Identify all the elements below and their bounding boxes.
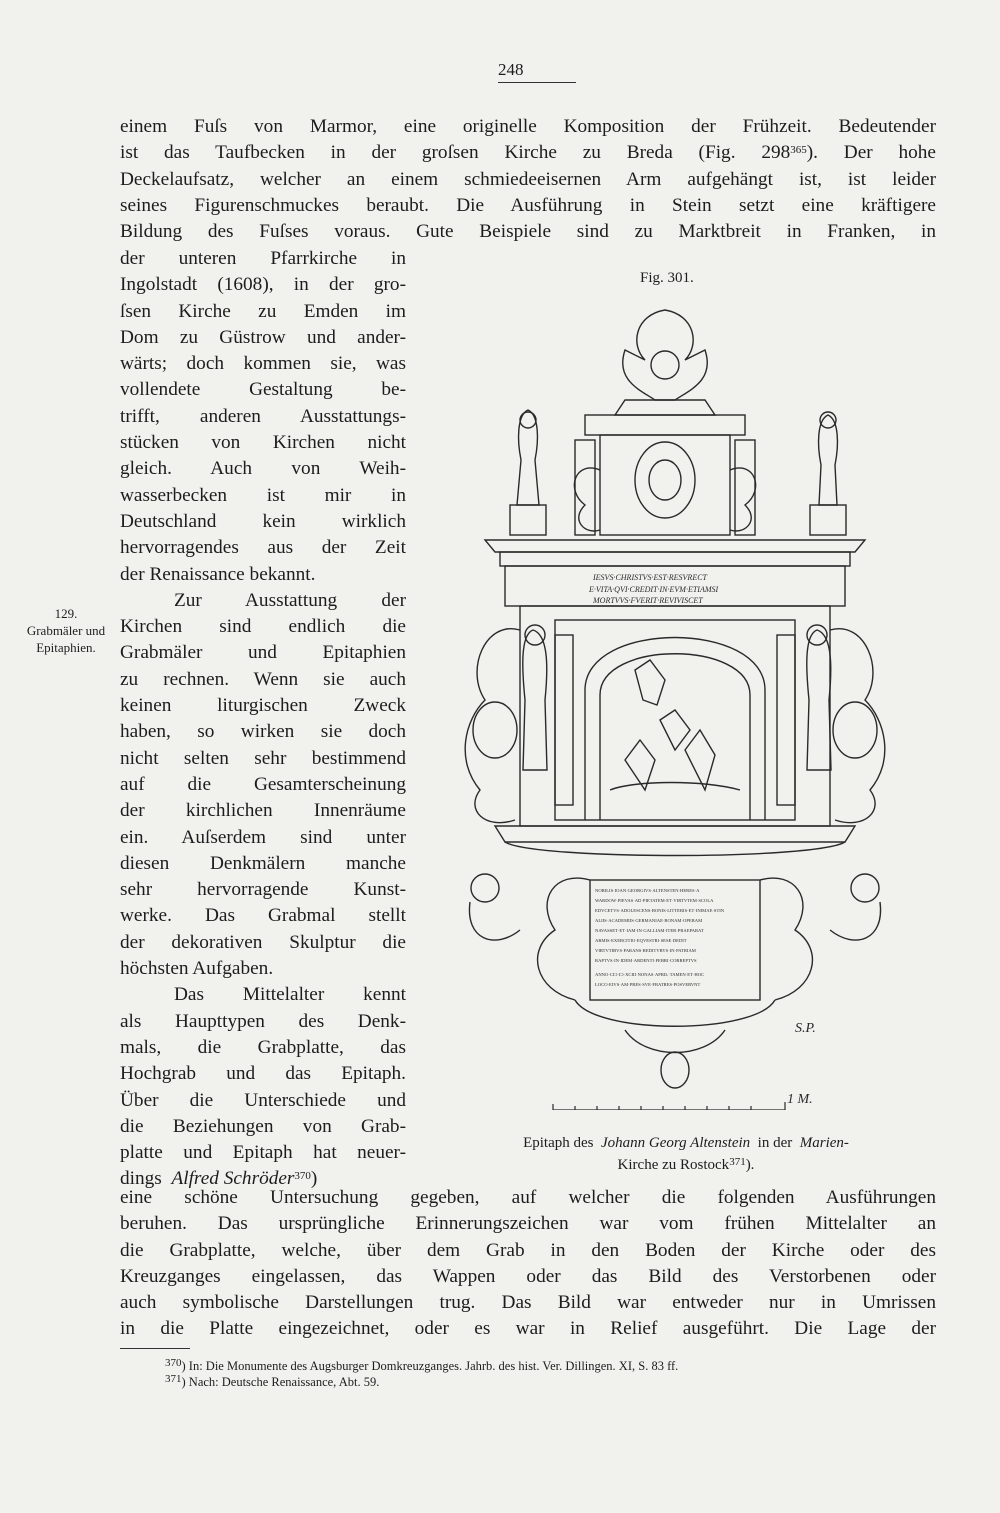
text-line: stücken von Kirchen nicht bbox=[120, 432, 406, 454]
text-line: in die Platte eingezeichnet, oder es war in Relief ausgeführt. Die Lage der bbox=[120, 1318, 936, 1340]
text-line: Ingolstadt (1608), in der gro- bbox=[120, 274, 406, 296]
caption-line: Epitaph des Johann Georg Altenstein in der Marien- bbox=[523, 1135, 849, 1151]
plaque-line: RAPTVS·IN·IDEM·ARDENTI·FEBRI·CORREPTVS bbox=[595, 958, 697, 963]
text-line: Deutschland kein wirklich bbox=[120, 510, 406, 532]
plaque-line: VIRTVTIBVS·PARANS·REDITVRVS·IN·PATRIAM bbox=[595, 948, 696, 953]
plaque-line: NAVASSET·ET·IAM·IN·GALLIAM·ITER·PRAEPARAT bbox=[595, 928, 704, 933]
figure-caption bbox=[436, 1132, 936, 1176]
text-line: auf die Gesamterscheinung bbox=[120, 773, 406, 795]
caption-name: Johann Georg Altenstein bbox=[601, 1135, 751, 1151]
text-line: wärts; doch kommen sie, was bbox=[120, 353, 406, 375]
text-line: der unteren Pfarrkirche in bbox=[120, 248, 406, 269]
plaque-line: NOBILIS·IOAN·GEORGIVS·ALTENSTEN·HERES·A bbox=[595, 888, 700, 893]
text-line: der kirchlichen Innenräume bbox=[120, 800, 406, 822]
text-line: ein. Auſserdem sind unter bbox=[120, 826, 406, 848]
text-line: als Haupttypen des Denk- bbox=[120, 1010, 406, 1032]
scale-label: 1 M. bbox=[787, 1092, 813, 1107]
plaque-line: LOCO·EIVS·AM·PRES·SVE·FRATRES·POSVERVNT bbox=[595, 982, 701, 987]
text-line: keinen liturgischen Zweck bbox=[120, 695, 406, 717]
footnotes bbox=[165, 1358, 905, 1390]
footnote: $^{370}$) In: Die Monumente des Augsburger Domkreuzganges. Jahrb. des hist. Ver. Dillingen. XI, S. 83 ff. bbox=[165, 1357, 679, 1373]
inscription-line: IESVS·CHRISTVS·EST·RESVRECT bbox=[593, 573, 707, 582]
figure-label: Fig. 301. bbox=[640, 270, 694, 286]
text-line: platte und Epitaph hat neuer- bbox=[120, 1142, 406, 1164]
text-line: Deckelaufsatz, welcher an einem schmiedeeisernen Arm aufgehängt ist, ist leider bbox=[120, 168, 936, 190]
footnote-ref: 371 bbox=[729, 1156, 746, 1168]
margin-note-line: Grabmäler und bbox=[26, 623, 106, 638]
footnote-ref: 365 bbox=[790, 144, 807, 157]
text-line: Kirchen sind endlich die bbox=[120, 616, 406, 638]
artist-signature: S.P. bbox=[795, 1021, 816, 1036]
text-line: beruhen. Das ursprüngliche Erinnerungszeichen war vom frühen Mittelalter an bbox=[120, 1213, 936, 1235]
footnote-rule bbox=[120, 1348, 190, 1349]
inscription-line: E·VITA·QVI·CREDIT·IN·EVM·ETIAMSI bbox=[589, 585, 719, 594]
text-line: Bildung des Fuſses voraus. Gute Beispiele sind zu Marktbreit in Franken, in bbox=[120, 221, 936, 243]
footnote: $^{371}$) Nach: Deutsche Renaissance, Abt. 59. bbox=[165, 1373, 380, 1389]
text-line: ſsen Kirche zu Emden im bbox=[120, 300, 406, 322]
plaque-line: ALIIS·ACADEMIIS·GERMANIAE·BONAM·OPERAM bbox=[595, 918, 703, 923]
text-line: die Grabplatte, welche, über dem Grab in den Boden der Kirche oder des bbox=[120, 1239, 936, 1261]
text-line: vollendete Gestaltung be- bbox=[120, 379, 406, 401]
text-line: seines Figurenschmuckes beraubt. Die Ausführung in Stein setzt eine kräftigere bbox=[120, 194, 936, 216]
text-line: dings Alfred Schröder$^{370}$) bbox=[120, 1168, 318, 1190]
text-line: Zur Ausstattung der bbox=[174, 589, 406, 611]
text-line: Hochgrab und das Epitaph. bbox=[120, 1063, 406, 1085]
text-line: Grabmäler und Epitaphien bbox=[120, 642, 406, 664]
text-line: ist das Taufbecken in der groſsen Kirche zu Breda (Fig. $298^{365}$). Der hohe bbox=[120, 142, 936, 164]
caption-place: Marien- bbox=[799, 1135, 849, 1151]
epitaph-illustration bbox=[425, 290, 905, 1110]
caption-line: Kirche zu Rostock$^{371}$). bbox=[617, 1156, 755, 1173]
column-text bbox=[120, 246, 406, 1193]
text-line: der dekorativen Skulptur die bbox=[120, 931, 406, 953]
text-line: wasserbecken ist mir in bbox=[120, 484, 406, 506]
text-line: Kreuzganges eingelassen, das Wappen oder das Bild des Verstorbenen oder bbox=[120, 1265, 936, 1287]
text-line: haben, so wirken sie doch bbox=[120, 721, 406, 743]
text-line: auch symbolische Darstellungen trug. Das Bild war entweder nur in Umrissen bbox=[120, 1292, 936, 1314]
text-line: diesen Denkmälern manche bbox=[120, 852, 406, 874]
text-line: Dom zu Güstrow und ander- bbox=[120, 326, 406, 348]
margin-note bbox=[12, 605, 120, 656]
text-line: einem Fuſs von Marmor, eine originelle Komposition der Frühzeit. Bedeutender bbox=[120, 116, 936, 137]
text-line: die Beziehungen von Grab- bbox=[120, 1115, 406, 1137]
text-line: gleich. Auch von Weih- bbox=[120, 458, 406, 480]
text-line: hervorragendes aus der Zeit bbox=[120, 537, 406, 559]
bottom-paragraph bbox=[120, 1185, 936, 1343]
text-line: mals, die Grabplatte, das bbox=[120, 1036, 406, 1058]
margin-note-line: Epitaphien. bbox=[36, 640, 96, 655]
plaque-line: WARDOW·PIEVAS·AD·PIETATEM·ET·VIRTVTEM·SCOLA bbox=[595, 898, 714, 903]
section-number: 129. bbox=[54, 606, 78, 621]
text-line: nicht selten sehr bestimmend bbox=[120, 747, 406, 769]
author-name: Alfred Schröder bbox=[171, 1168, 295, 1190]
text-line: Das Mittelalter kennt bbox=[174, 984, 406, 1006]
text-line: werke. Das Grabmal stellt bbox=[120, 905, 406, 927]
top-paragraph bbox=[120, 114, 936, 245]
text-line: Über die Unterschiede und bbox=[120, 1089, 406, 1111]
text-line: der Renaissance bekannt. bbox=[120, 563, 316, 585]
text-line: zu rechnen. Wenn sie auch bbox=[120, 668, 406, 690]
footnote-ref: 370 bbox=[294, 1170, 311, 1183]
text-line: trifft, anderen Ausstattungs- bbox=[120, 405, 406, 427]
plaque-line: EDVCETVS·ADOLESCENS·BONIS·LITTERIS·ET·INIMAE·STIN bbox=[595, 908, 725, 913]
text-line: höchsten Aufgaben. bbox=[120, 958, 274, 980]
page-number-rule bbox=[498, 82, 576, 83]
inscription-line: MORTVVS·FVERIT·REVIVISCET bbox=[593, 596, 703, 605]
page-number: 248 bbox=[498, 60, 524, 79]
text-line: sehr hervorragende Kunst- bbox=[120, 879, 406, 901]
plaque-line: ANNO·CIƆ·IƆ·XCIII·NONAS·APRIL·TAMEN·ET·HOC bbox=[595, 972, 705, 977]
text-line: eine schöne Untersuchung gegeben, auf welcher die folgenden Ausführungen bbox=[120, 1187, 936, 1208]
plaque-line: ARMIS·EXERCITIO·EQVESTRI·SESE·DEDIT bbox=[595, 938, 687, 943]
